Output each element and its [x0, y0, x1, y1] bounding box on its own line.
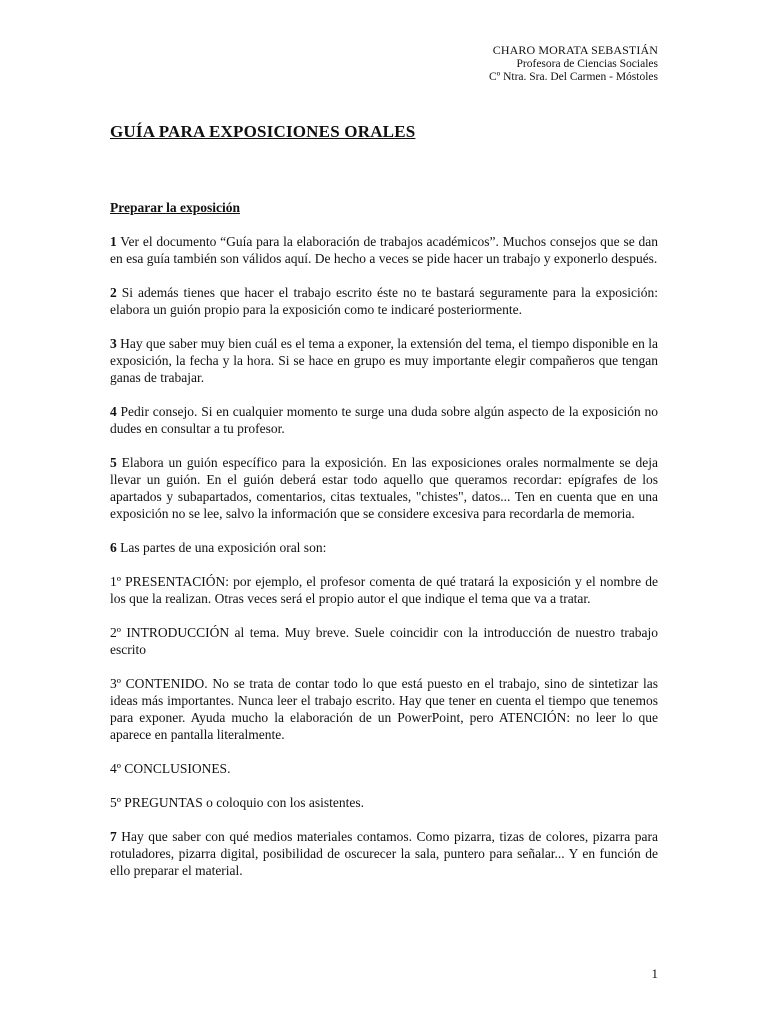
paragraph-5	[110, 454, 658, 522]
page-header	[489, 44, 658, 85]
paragraph-number: 3	[110, 336, 117, 351]
paragraph-3	[110, 335, 658, 386]
author-name: CHARO MORATA SEBASTIÁN	[492, 43, 658, 57]
paragraph-1	[110, 233, 658, 267]
part-preguntas	[110, 794, 658, 811]
paragraph-text: Elabora un guión específico para la exposición. En las exposiciones orales normalmente se deja llevar un guión. En el guión deberá estar todo aquello que queramos recordar: epígrafes de los apartados y subapartados, comentarios, citas textuales, "chistes", datos... Ten en cuenta que en una exposición no se lee, salvo la información que se considere excesiva para recordarla de memoria.	[110, 455, 658, 521]
paragraph-text: Pedir consejo. Si en cualquier momento te surge una duda sobre algún aspecto de la exposición no dudes en consultar a tu profesor.	[110, 404, 658, 436]
paragraph-text: 5º PREGUNTAS o coloquio con los asistentes.	[110, 795, 364, 810]
paragraph-2	[110, 284, 658, 318]
part-contenido	[110, 675, 658, 743]
part-conclusiones	[110, 760, 658, 777]
paragraph-text: Ver el documento “Guía para la elaboración de trabajos académicos”. Muchos consejos que se dan en esa guía también son válidos aquí. De hecho a veces se pide hacer un trabajo y exponerlo después.	[110, 234, 658, 266]
school-name: Cº Ntra. Sra. Del Carmen - Móstoles	[488, 71, 658, 83]
paragraph-number: 7	[110, 829, 117, 844]
document-title: GUÍA PARA EXPOSICIONES ORALES	[110, 122, 416, 141]
part-presentacion	[110, 573, 658, 607]
paragraph-number: 5	[110, 455, 117, 470]
paragraph-6	[110, 539, 658, 556]
part-introduccion	[110, 624, 658, 658]
paragraph-text: Hay que saber muy bien cuál es el tema a exponer, la extensión del tema, el tiempo disponible en la exposición, la fecha y la hora. Si se hace en grupo es muy importante elegir compañeros que tengan ganas de trabajar.	[110, 336, 658, 385]
paragraph-text: 2º INTRODUCCIÓN al tema. Muy breve. Suele coincidir con la introducción de nuestro trabajo escrito	[110, 625, 658, 657]
paragraph-number: 4	[110, 404, 117, 419]
author-role: Profesora de Ciencias Sociales	[516, 57, 658, 70]
section-heading: Preparar la exposición	[110, 200, 240, 215]
paragraph-number: 6	[110, 540, 117, 555]
paragraph-text: Las partes de una exposición oral son:	[116, 540, 327, 555]
paragraph-text: Hay que saber con qué medios materiales contamos. Como pizarra, tizas de colores, pizarra para rotuladores, pizarra digital, posibilidad de oscurecer la sala, puntero para señalar... Y en función de ello preparar el material.	[110, 829, 658, 878]
paragraph-text: 1º PRESENTACIÓN: por ejemplo, el profesor comenta de qué tratará la exposición y el nombre de los que la realizan. Otras veces será el propio autor el que indique el tema que va a tratar.	[110, 574, 658, 606]
paragraph-number: 1	[110, 234, 117, 249]
paragraph-7	[110, 828, 658, 879]
paragraph-text: 3º CONTENIDO. No se trata de contar todo lo que está puesto en el trabajo, sino de sintetizar las ideas más importantes. Nunca leer el trabajo escrito. Hay que tener en cuenta el tiempo que tenemos para exponer. Ayuda mucho la elaboración de un PowerPoint, pero ATENCIÓN: no leer lo que aparece en pantalla literalmente.	[110, 676, 658, 742]
paragraph-4	[110, 403, 658, 437]
document-body	[110, 233, 658, 896]
paragraph-text: 4º CONCLUSIONES.	[110, 761, 231, 776]
paragraph-number: 2	[110, 285, 117, 300]
page-number: 1	[651, 966, 658, 981]
paragraph-text: Si además tienes que hacer el trabajo escrito éste no te bastará seguramente para la exposición: elabora un guión propio para la exposición como te indicaré posteriormente.	[110, 285, 658, 317]
